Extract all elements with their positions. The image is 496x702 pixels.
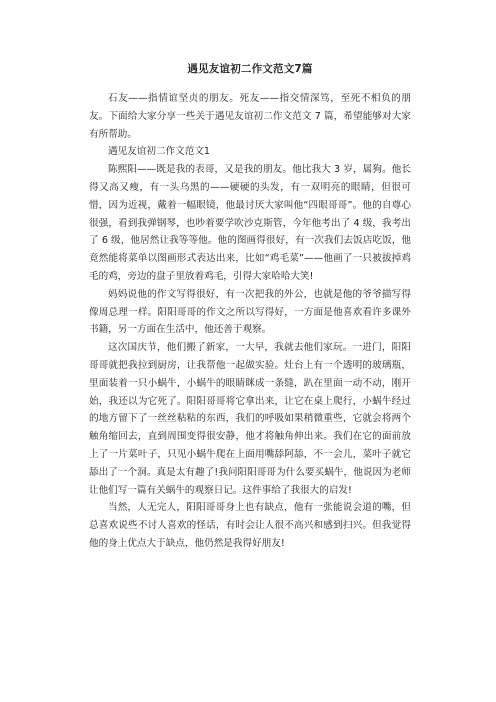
document-title: 遇见友谊初二作文范文7篇 <box>187 63 313 75</box>
body-paragraph: 陈熙阳——既是我的表哥，又是我的朋友。他比我大 3 岁，属狗。他长得又高又瘦，有一头乌黑的——硬硬的头发，有一双明亮的眼睛，但很可惜，因为近视，戴着一幅眼镜，他最讨厌大家叫他“四眼哥哥”。他的自尊心很强，看到我弹钢琴，也吵着要学吹沙克斯管，今年他考出了 4 级，我考出了 6 级，他居然让我等等他。他的图画得很好，有一次我们去饭店吃饭，他竟然能将菜单以图画形式表达出来，比如“鸡毛菜”——他画了一只被拔掉鸡毛的鸡，旁边的盘子里放着鸡毛，引得大家哈哈大笑! <box>89 164 411 282</box>
body-paragraph: 这次国庆节，他们搬了新家，一大早，我就去他们家玩。一进门，阳阳哥哥就把我拉到厨房，让我帮他一起做实验。灶台上有一个透明的玻璃瓶，里面装着一只小蜗牛，小蜗牛的眼睛眯成一条缝，趴在里面一动不动，刚开始，我还以为它死了。阳阳哥哥将它拿出来，让它在桌上爬行，小蜗牛经过的地方留下了一丝丝粘粘的东西，我们的呼吸如果稍微重些，它就会将两个触角缩回去，直到周围变得很安静，他才将触角伸出来。我们在它的面前放上了一片菜叶子，只见小蜗牛爬在上面用嘴舔阿舔，不一会儿，菜叶子就它舔出了一个洞。真是太有趣了!我问阳阳哥哥为什么要买蜗牛，他说因为老师让他们写一篇有关蜗牛的观察日记。这件事给了我很大的启发! <box>89 342 411 496</box>
intro-paragraph: 石友——指情谊坚贞的朋友。死友——指交情深笃，至死不相负的朋友。下面给大家分享一些关于遇见友谊初二作文范文 7 篇，希望能够对大家有所帮助。 <box>89 93 411 140</box>
section-heading: 遇见友谊初二作文范文1 <box>108 146 211 158</box>
body-paragraph: 妈妈说他的作文写得很好，有一次把我的外公，也就是他的爷爷描写得像周总理一样。阳阳哥哥的作文之所以写得好，一方面是他喜欢看许多课外书籍，另一方面在生活中，他还善于观察。 <box>89 288 411 336</box>
body-paragraph: 当然，人无完人，阳阳哥哥身上也有缺点，他有一张能说会道的嘴，但总喜欢说些不讨人喜欢的怪话，有时会让人很不高兴和感到扫兴。但我觉得他的身上优点大于缺点，他仍然是我得好朋友! <box>89 502 411 549</box>
document-body <box>89 90 411 553</box>
document-page <box>89 0 411 553</box>
